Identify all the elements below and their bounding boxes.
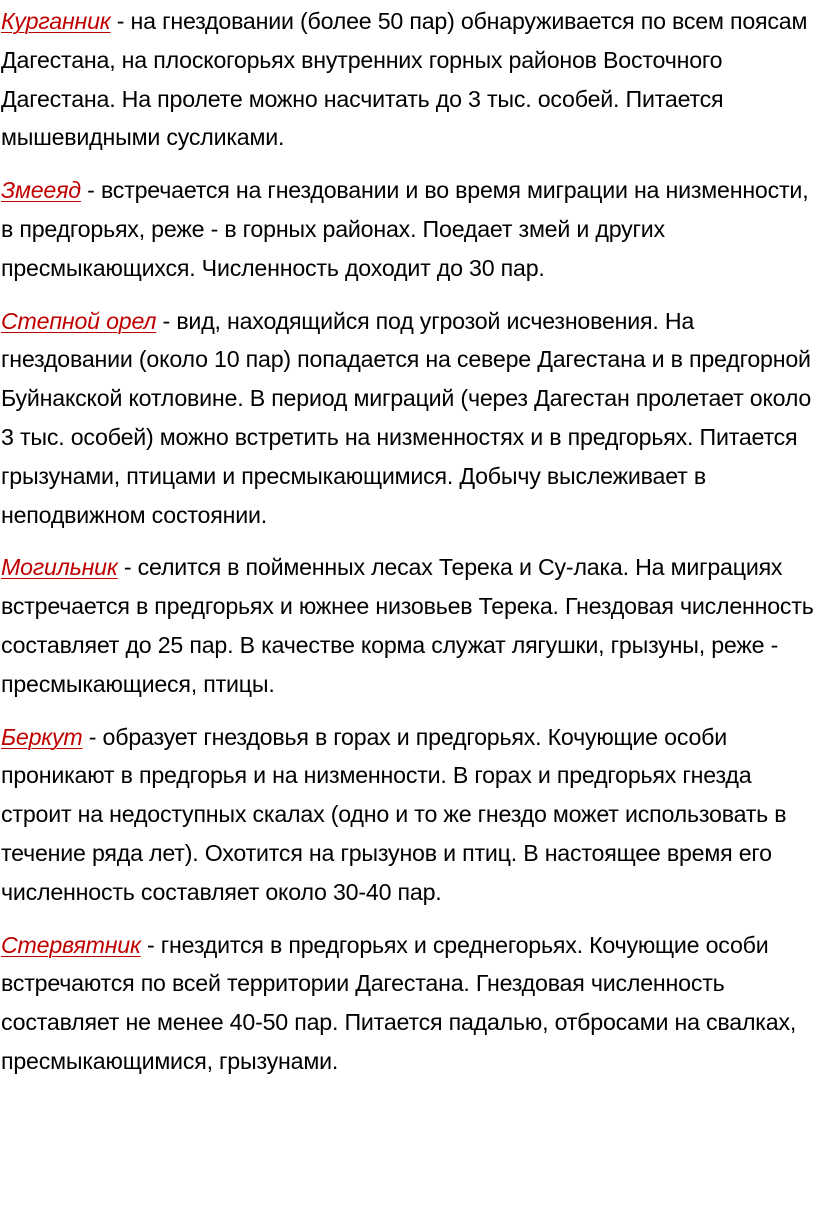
term-stervyatnik: Стервятник (1, 931, 141, 958)
entry-text-berkut: - образует гнездовья в горах и предгорьях. Кочующие особи проникают в предгорья и на низменности. В горах и предгорьях гнезда строит на недоступных скалах (одно и то же гнездо может использовать в течение ряда лет). Охотится на грызунов и птиц. В настоящее время его численность составляет около 30-40 пар. (1, 723, 787, 905)
term-mogilnik: Могильник (1, 554, 118, 581)
entry-paragraph-berkut (1, 718, 816, 912)
entry-text-zmeeyad: - встречается на гнездовании и во время миграции на низменности, в предгорьях, реже - в горных районах. Поедает змей и других пресмыкающихся. Численность доходит до 30 пар. (1, 177, 809, 281)
entry-text-stepnoy-orel: - вид, находящийся под угрозой исчезновения. На гнездовании (около 10 пар) попадается на севере Дагестана и в предгорной Буйнакской котловине. В период миграций (через Дагестан пролетает около 3 тыс. особей) можно встретить на низменностях и в предгорьях. Питается грызунами, птицами и пресмыкающимися. Добычу выслеживает в неподвижном состоянии. (1, 307, 812, 528)
entry-paragraph-mogilnik (1, 548, 816, 703)
entry-text-mogilnik: - селится в пойменных лесах Терека и Су-лака. На миграциях встречается в предгорьях и южнее низовьев Терека. Гнездовая численность составляет до 25 пар. В качестве корма служат лягушки, грызуны, реже - пресмыкающиеся, птицы. (1, 554, 814, 697)
entry-paragraph-stervyatnik (1, 926, 816, 1081)
entry-paragraph-zmeeyad (1, 171, 816, 287)
entry-text-kurgannik: - на гнездовании (более 50 пар) обнаруживается по всем поясам Дагестана, на плоскогорьях внутренних горных районов Восточного Дагестана. На пролете можно насчитать до 3 тыс. особей. Питается мышевидными сусликами. (1, 8, 808, 151)
term-zmeeyad: Змееяд (1, 177, 81, 204)
entry-text-stervyatnik: - гнездится в предгорьях и среднегорьях. Кочующие особи встречаются по всей территории Дагестана. Гнездовая численность составляет не менее 40-50 пар. Питается падалью, отбросами на свалках, пресмыкающимися, грызунами. (1, 931, 797, 1074)
term-kurgannik: Курганник (1, 8, 111, 34)
term-berkut: Беркут (1, 723, 83, 750)
entry-paragraph-stepnoy-orel (1, 302, 816, 535)
term-stepnoy-orel: Степной орел (1, 307, 157, 334)
entry-paragraph-kurgannik (1, 2, 816, 157)
